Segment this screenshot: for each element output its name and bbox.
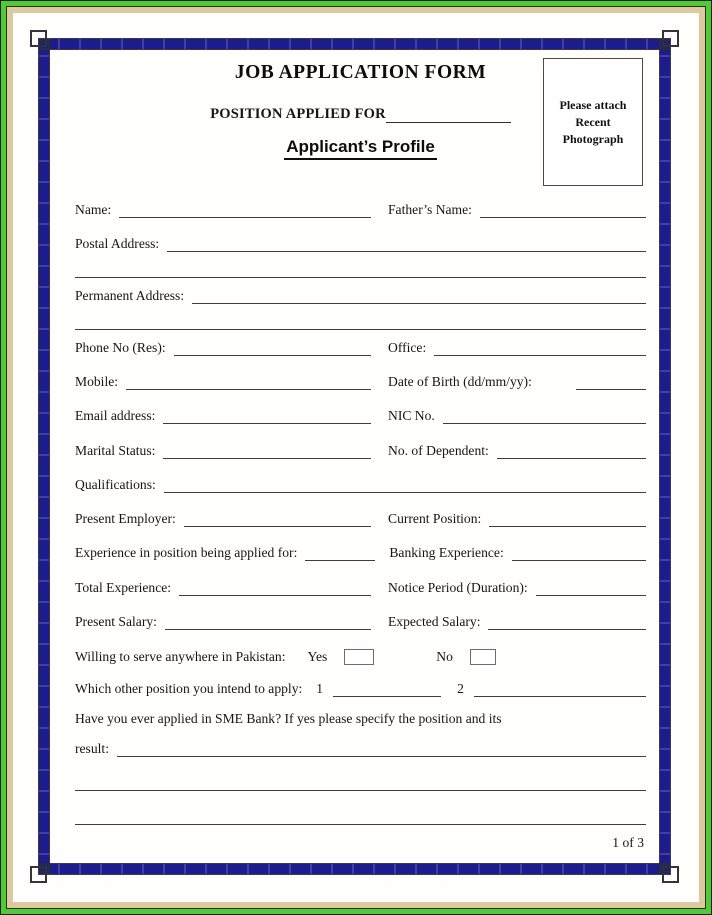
photo-note-line1: Please attach xyxy=(559,97,627,112)
frame-corner-knot2-bottom-right xyxy=(659,863,669,873)
row-phone-office xyxy=(75,330,646,356)
form-title: JOB APPLICATION FORM xyxy=(234,62,487,83)
row-employer-position xyxy=(75,493,646,527)
mobile-label: Mobile: xyxy=(75,374,119,389)
position-applied-row xyxy=(75,101,646,123)
row-postal-address-cont xyxy=(75,252,646,278)
other-position-two-label: 2 xyxy=(457,681,464,696)
row-name xyxy=(75,184,646,218)
frame-bar-bottom xyxy=(38,863,671,875)
col-date-of-birth xyxy=(388,373,646,390)
present-salary-input-line[interactable] xyxy=(165,629,371,630)
row-permanent-address-cont xyxy=(75,304,646,330)
current-position-input-line[interactable] xyxy=(489,526,646,527)
dependents-input-line[interactable] xyxy=(497,458,646,459)
frame-corner-knot2-top-right xyxy=(659,40,669,50)
experience-applied-input-line[interactable] xyxy=(305,560,375,561)
notice-period-label: Notice Period (Duration): xyxy=(388,580,528,595)
col-marital xyxy=(75,442,371,459)
banking-experience-input-line[interactable] xyxy=(512,560,646,561)
row-blank-2 xyxy=(75,791,646,825)
postal-address-label: Postal Address: xyxy=(75,236,160,251)
fathers-name-label: Father’s Name: xyxy=(388,202,472,217)
sme-question-text: Have you ever applied in SME Bank? If yes please specify the position and its xyxy=(75,711,502,726)
qualifications-label: Qualifications: xyxy=(75,477,156,492)
office-label: Office: xyxy=(388,340,427,355)
row-result xyxy=(75,727,646,757)
col-notice-period xyxy=(388,579,646,596)
col-current-position xyxy=(388,510,646,527)
col-present-employer xyxy=(75,510,371,527)
office-input-line[interactable] xyxy=(434,355,646,356)
total-experience-input-line[interactable] xyxy=(179,595,371,596)
present-salary-label: Present Salary: xyxy=(75,614,157,629)
expected-salary-input-line[interactable] xyxy=(488,629,646,630)
blank-input-line-1[interactable] xyxy=(75,790,646,791)
total-experience-label: Total Experience: xyxy=(75,580,172,595)
dependents-label: No. of Dependent: xyxy=(388,443,489,458)
row-permanent-address xyxy=(75,278,646,304)
col-phone-res xyxy=(75,339,371,356)
qualifications-input-line[interactable] xyxy=(164,492,646,493)
row-email-nic xyxy=(75,390,646,424)
postal-address-input-line[interactable] xyxy=(167,251,646,252)
col-dependents xyxy=(388,442,646,459)
paper xyxy=(13,13,699,902)
page-number: 1 of 3 xyxy=(612,835,644,850)
row-sme-question xyxy=(75,697,646,727)
row-mobile-dob xyxy=(75,356,646,390)
photo-note-line2: Recent xyxy=(575,114,611,129)
photo-note-line3: Photograph xyxy=(562,131,624,146)
present-employer-input-line[interactable] xyxy=(184,526,371,527)
experience-applied-label: Experience in position being applied for: xyxy=(75,545,298,560)
result-label: result: xyxy=(75,741,109,756)
willing-no-label: No xyxy=(436,649,453,664)
col-total-experience xyxy=(75,579,371,596)
col-office xyxy=(388,339,646,356)
col-mobile xyxy=(75,373,371,390)
marital-status-input-line[interactable] xyxy=(163,458,371,459)
notice-period-input-line[interactable] xyxy=(536,595,646,596)
row-willing xyxy=(75,630,646,665)
position-applied-label: POSITION APPLIED FOR xyxy=(210,106,386,122)
col-email xyxy=(75,407,371,424)
frame-corner-knot2-bottom-left xyxy=(40,863,50,873)
phone-res-label: Phone No (Res): xyxy=(75,340,166,355)
row-blank-1 xyxy=(75,757,646,791)
expected-salary-label: Expected Salary: xyxy=(388,614,481,629)
other-position-one-label: 1 xyxy=(316,681,324,696)
mobile-input-line[interactable] xyxy=(126,389,371,390)
postal-address-input-line-2[interactable] xyxy=(75,277,646,278)
name-input-line[interactable] xyxy=(119,217,371,218)
row-other-position xyxy=(75,665,646,697)
col-expected-salary xyxy=(388,613,646,630)
row-postal-address xyxy=(75,218,646,252)
willing-yes-checkbox[interactable] xyxy=(344,649,374,665)
row-total-notice xyxy=(75,561,646,596)
outer-border-line xyxy=(6,6,706,909)
present-employer-label: Present Employer: xyxy=(75,511,176,526)
nic-no-label: NIC No. xyxy=(388,408,435,423)
name-label: Name: xyxy=(75,202,112,217)
fathers-name-input-line[interactable] xyxy=(480,217,646,218)
position-applied-input-line[interactable] xyxy=(386,101,511,123)
banking-experience-label: Banking Experience: xyxy=(389,545,504,560)
nic-no-input-line[interactable] xyxy=(443,423,646,424)
frame-bar-right xyxy=(659,38,671,875)
other-position-one-input-line[interactable] xyxy=(333,696,441,697)
result-input-line[interactable] xyxy=(117,756,646,757)
profile-heading: Applicant’s Profile xyxy=(284,137,437,160)
frame-corner-knot2-top-left xyxy=(40,40,50,50)
phone-res-input-line[interactable] xyxy=(174,355,371,356)
col-present-salary xyxy=(75,613,371,630)
other-position-label: Which other position you intend to apply: xyxy=(75,681,303,696)
form-content xyxy=(75,55,646,855)
permanent-address-input-line[interactable] xyxy=(192,303,646,304)
row-qualifications xyxy=(75,459,646,493)
frame-bar-left xyxy=(38,38,50,875)
marital-status-label: Marital Status: xyxy=(75,443,156,458)
col-fathers-name xyxy=(388,201,646,218)
col-nic xyxy=(388,407,646,424)
willing-no-checkbox[interactable] xyxy=(470,649,496,665)
col-name xyxy=(75,201,371,218)
row-marital-dependents xyxy=(75,424,646,459)
email-label: Email address: xyxy=(75,408,156,423)
date-of-birth-input-line[interactable] xyxy=(576,389,646,390)
frame-bar-top xyxy=(38,38,671,50)
row-salary xyxy=(75,596,646,630)
email-input-line[interactable] xyxy=(163,423,371,424)
outer-border-green xyxy=(1,1,711,914)
row-experience xyxy=(75,527,646,561)
other-position-two-input-line[interactable] xyxy=(474,696,646,697)
permanent-address-label: Permanent Address: xyxy=(75,288,185,303)
current-position-label: Current Position: xyxy=(388,511,482,526)
profile-heading-row xyxy=(75,137,646,163)
willing-yes-label: Yes xyxy=(307,649,328,664)
outer-border-tan xyxy=(7,7,705,908)
permanent-address-input-line-2[interactable] xyxy=(75,329,646,330)
date-of-birth-label: Date of Birth (dd/mm/yy): xyxy=(388,374,532,389)
willing-label: Willing to serve anywhere in Pakistan: xyxy=(75,649,286,664)
blank-input-line-2[interactable] xyxy=(75,824,646,825)
